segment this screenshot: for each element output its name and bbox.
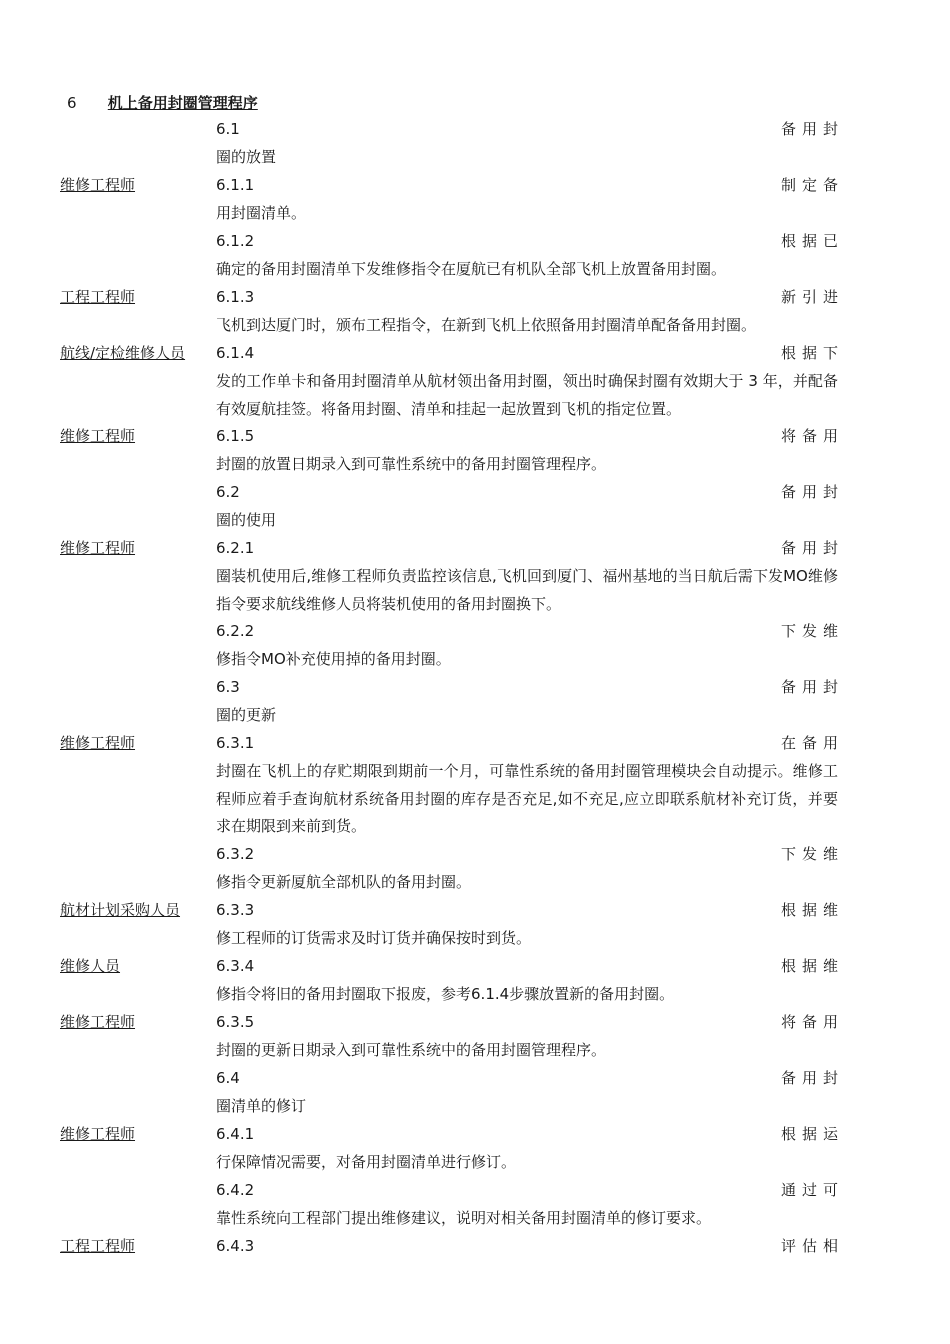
step-first-line [216, 116, 844, 144]
step-number: 6.4 [216, 1069, 240, 1087]
step-number: 6.2.2 [216, 622, 255, 640]
step-first-line [216, 618, 844, 646]
procedure-row [0, 1233, 950, 1261]
step-lead-text: 备用封 [780, 120, 844, 138]
responsible-role: 航线/定检维修人员 [60, 344, 186, 362]
step-lead-text: 评估相 [780, 1237, 844, 1255]
step-number: 6.1.1 [216, 176, 255, 194]
step-text: 用封圈清单。 [216, 203, 307, 222]
step-number: 6.4.2 [216, 1181, 255, 1199]
step-lead-text: 备用封 [780, 483, 844, 501]
step-text: 修指令更新厦航全部机队的备用封圈。 [216, 872, 472, 891]
step-lead-text: 新引进 [780, 288, 844, 306]
responsible-role: 工程工程师 [60, 1237, 136, 1255]
step-content [216, 1233, 844, 1261]
step-lead-text: 备用封 [780, 539, 844, 557]
section-number: 6 [67, 94, 77, 112]
procedure-row [0, 618, 950, 674]
step-text: 确定的备用封圈清单下发维修指令在厦航已有机队全部飞机上放置备用封圈。 [216, 259, 727, 278]
step-number: 6.2 [216, 483, 240, 501]
step-first-line [216, 535, 844, 563]
step-lead-text: 将备用 [780, 427, 844, 445]
procedure-row [0, 340, 950, 423]
step-first-line [216, 841, 844, 869]
step-content [216, 674, 844, 730]
step-first-line [216, 1121, 844, 1149]
step-content [216, 284, 844, 340]
step-lead-text: 根据运 [780, 1125, 844, 1143]
responsible-role: 航材计划采购人员 [60, 901, 181, 919]
procedure-row [0, 1121, 950, 1177]
step-content [216, 1121, 844, 1177]
step-first-line [216, 340, 844, 368]
step-lead-text: 备用封 [780, 1069, 844, 1087]
section-title: 机上备用封圈管理程序 [107, 94, 258, 112]
step-content [216, 618, 844, 674]
step-text: 圈的更新 [216, 705, 277, 724]
step-content [216, 479, 844, 535]
procedure-row [0, 897, 950, 953]
step-number: 6.3.1 [216, 734, 255, 752]
step-text: 修工程师的订货需求及时订货并确保按时到货。 [216, 928, 532, 947]
step-number: 6.3.3 [216, 901, 255, 919]
step-text: 圈清单的修订 [216, 1096, 307, 1115]
step-number: 6.1.5 [216, 427, 255, 445]
step-first-line [216, 228, 844, 256]
step-number: 6.4.1 [216, 1125, 255, 1143]
step-first-line [216, 1233, 844, 1261]
responsible-role: 维修工程师 [60, 539, 136, 557]
step-text: 发的工作单卡和备用封圈清单从航材领出备用封圈，领出时确保封圈有效期大于 3 年，并配备有效厦航挂签。将备用封圈、清单和挂起一起放置到飞机的指定位置。 [216, 371, 838, 418]
step-number: 6.1.3 [216, 288, 255, 306]
procedure-row [0, 674, 950, 730]
step-text: 圈的放置 [216, 147, 277, 166]
step-first-line [216, 897, 844, 925]
step-first-line [216, 1065, 844, 1093]
step-number: 6.3.5 [216, 1013, 255, 1031]
responsible-role: 维修工程师 [60, 176, 136, 194]
step-text: 飞机到达厦门时，颁布工程指令，在新到飞机上依照备用封圈清单配备备用封圈。 [216, 315, 757, 334]
procedure-row [0, 730, 950, 841]
step-text: 封圈在飞机上的存贮期限到期前一个月，可靠性系统的备用封圈管理模块会自动提示。维修工程师应着手查询航材系统备用封圈的库存是否充足,如不充足,应立即联系航材补充订货，并要求在期限到来前到货。 [216, 761, 838, 836]
procedure-row [0, 953, 950, 1009]
step-lead-text: 通过可 [780, 1181, 844, 1199]
step-lead-text: 根据已 [780, 232, 844, 250]
step-number: 6.2.1 [216, 539, 255, 557]
procedure-row [0, 1065, 950, 1121]
procedure-row [0, 228, 950, 284]
step-number: 6.4.3 [216, 1237, 255, 1255]
step-content [216, 535, 844, 618]
procedure-row [0, 1009, 950, 1065]
responsible-role: 维修工程师 [60, 1125, 136, 1143]
step-first-line [216, 479, 844, 507]
step-first-line [216, 284, 844, 312]
section-heading [67, 91, 258, 115]
step-number: 6.3 [216, 678, 240, 696]
procedure-row [0, 172, 950, 228]
step-number: 6.3.4 [216, 957, 255, 975]
step-lead-text: 下发维 [780, 845, 844, 863]
step-content [216, 953, 844, 1009]
procedure-row [0, 1177, 950, 1233]
step-number: 6.1.2 [216, 232, 255, 250]
step-first-line [216, 1009, 844, 1037]
step-text: 行保障情况需要，对备用封圈清单进行修订。 [216, 1152, 517, 1171]
step-content [216, 1009, 844, 1065]
step-content [216, 730, 844, 841]
step-text: 封圈的更新日期录入到可靠性系统中的备用封圈管理程序。 [216, 1040, 607, 1059]
responsible-role: 维修人员 [60, 957, 121, 975]
step-number: 6.1.4 [216, 344, 255, 362]
step-lead-text: 将备用 [780, 1013, 844, 1031]
step-first-line [216, 172, 844, 200]
step-lead-text: 根据维 [780, 957, 844, 975]
step-text: 修指令MO补充使用掉的备用封圈。 [216, 649, 451, 668]
procedure-row [0, 423, 950, 479]
step-content [216, 841, 844, 897]
step-content [216, 897, 844, 953]
step-content [216, 228, 844, 284]
step-content [216, 340, 844, 423]
procedure-row [0, 116, 950, 172]
step-text: 靠性系统向工程部门提出维修建议，说明对相关备用封圈清单的修订要求。 [216, 1208, 712, 1227]
step-first-line [216, 730, 844, 758]
step-content [216, 1177, 844, 1233]
step-lead-text: 在备用 [780, 734, 844, 752]
step-text: 修指令将旧的备用封圈取下报废，参考6.1.4步骤放置新的备用封圈。 [216, 984, 675, 1003]
step-content [216, 172, 844, 228]
step-lead-text: 根据下 [780, 344, 844, 362]
step-lead-text: 下发维 [780, 622, 844, 640]
step-number: 6.3.2 [216, 845, 255, 863]
step-number: 6.1 [216, 120, 240, 138]
step-content [216, 1065, 844, 1121]
procedure-row [0, 535, 950, 618]
procedure-row [0, 479, 950, 535]
step-text: 圈装机使用后,维修工程师负责监控该信息,飞机回到厦门、福州基地的当日航后需下发MO维修指令要求航线维修人员将装机使用的备用封圈换下。 [216, 566, 838, 613]
step-first-line [216, 674, 844, 702]
procedure-row [0, 284, 950, 340]
step-lead-text: 根据维 [780, 901, 844, 919]
step-text: 封圈的放置日期录入到可靠性系统中的备用封圈管理程序。 [216, 454, 607, 473]
step-first-line [216, 423, 844, 451]
procedure-rows [0, 116, 950, 1261]
responsible-role: 维修工程师 [60, 1013, 136, 1031]
step-content [216, 116, 844, 172]
responsible-role: 维修工程师 [60, 427, 136, 445]
step-lead-text: 备用封 [780, 678, 844, 696]
step-text: 圈的使用 [216, 510, 277, 529]
responsible-role: 维修工程师 [60, 734, 136, 752]
step-first-line [216, 1177, 844, 1205]
procedure-row [0, 841, 950, 897]
step-lead-text: 制定备 [780, 176, 844, 194]
step-first-line [216, 953, 844, 981]
step-content [216, 423, 844, 479]
responsible-role: 工程工程师 [60, 288, 136, 306]
